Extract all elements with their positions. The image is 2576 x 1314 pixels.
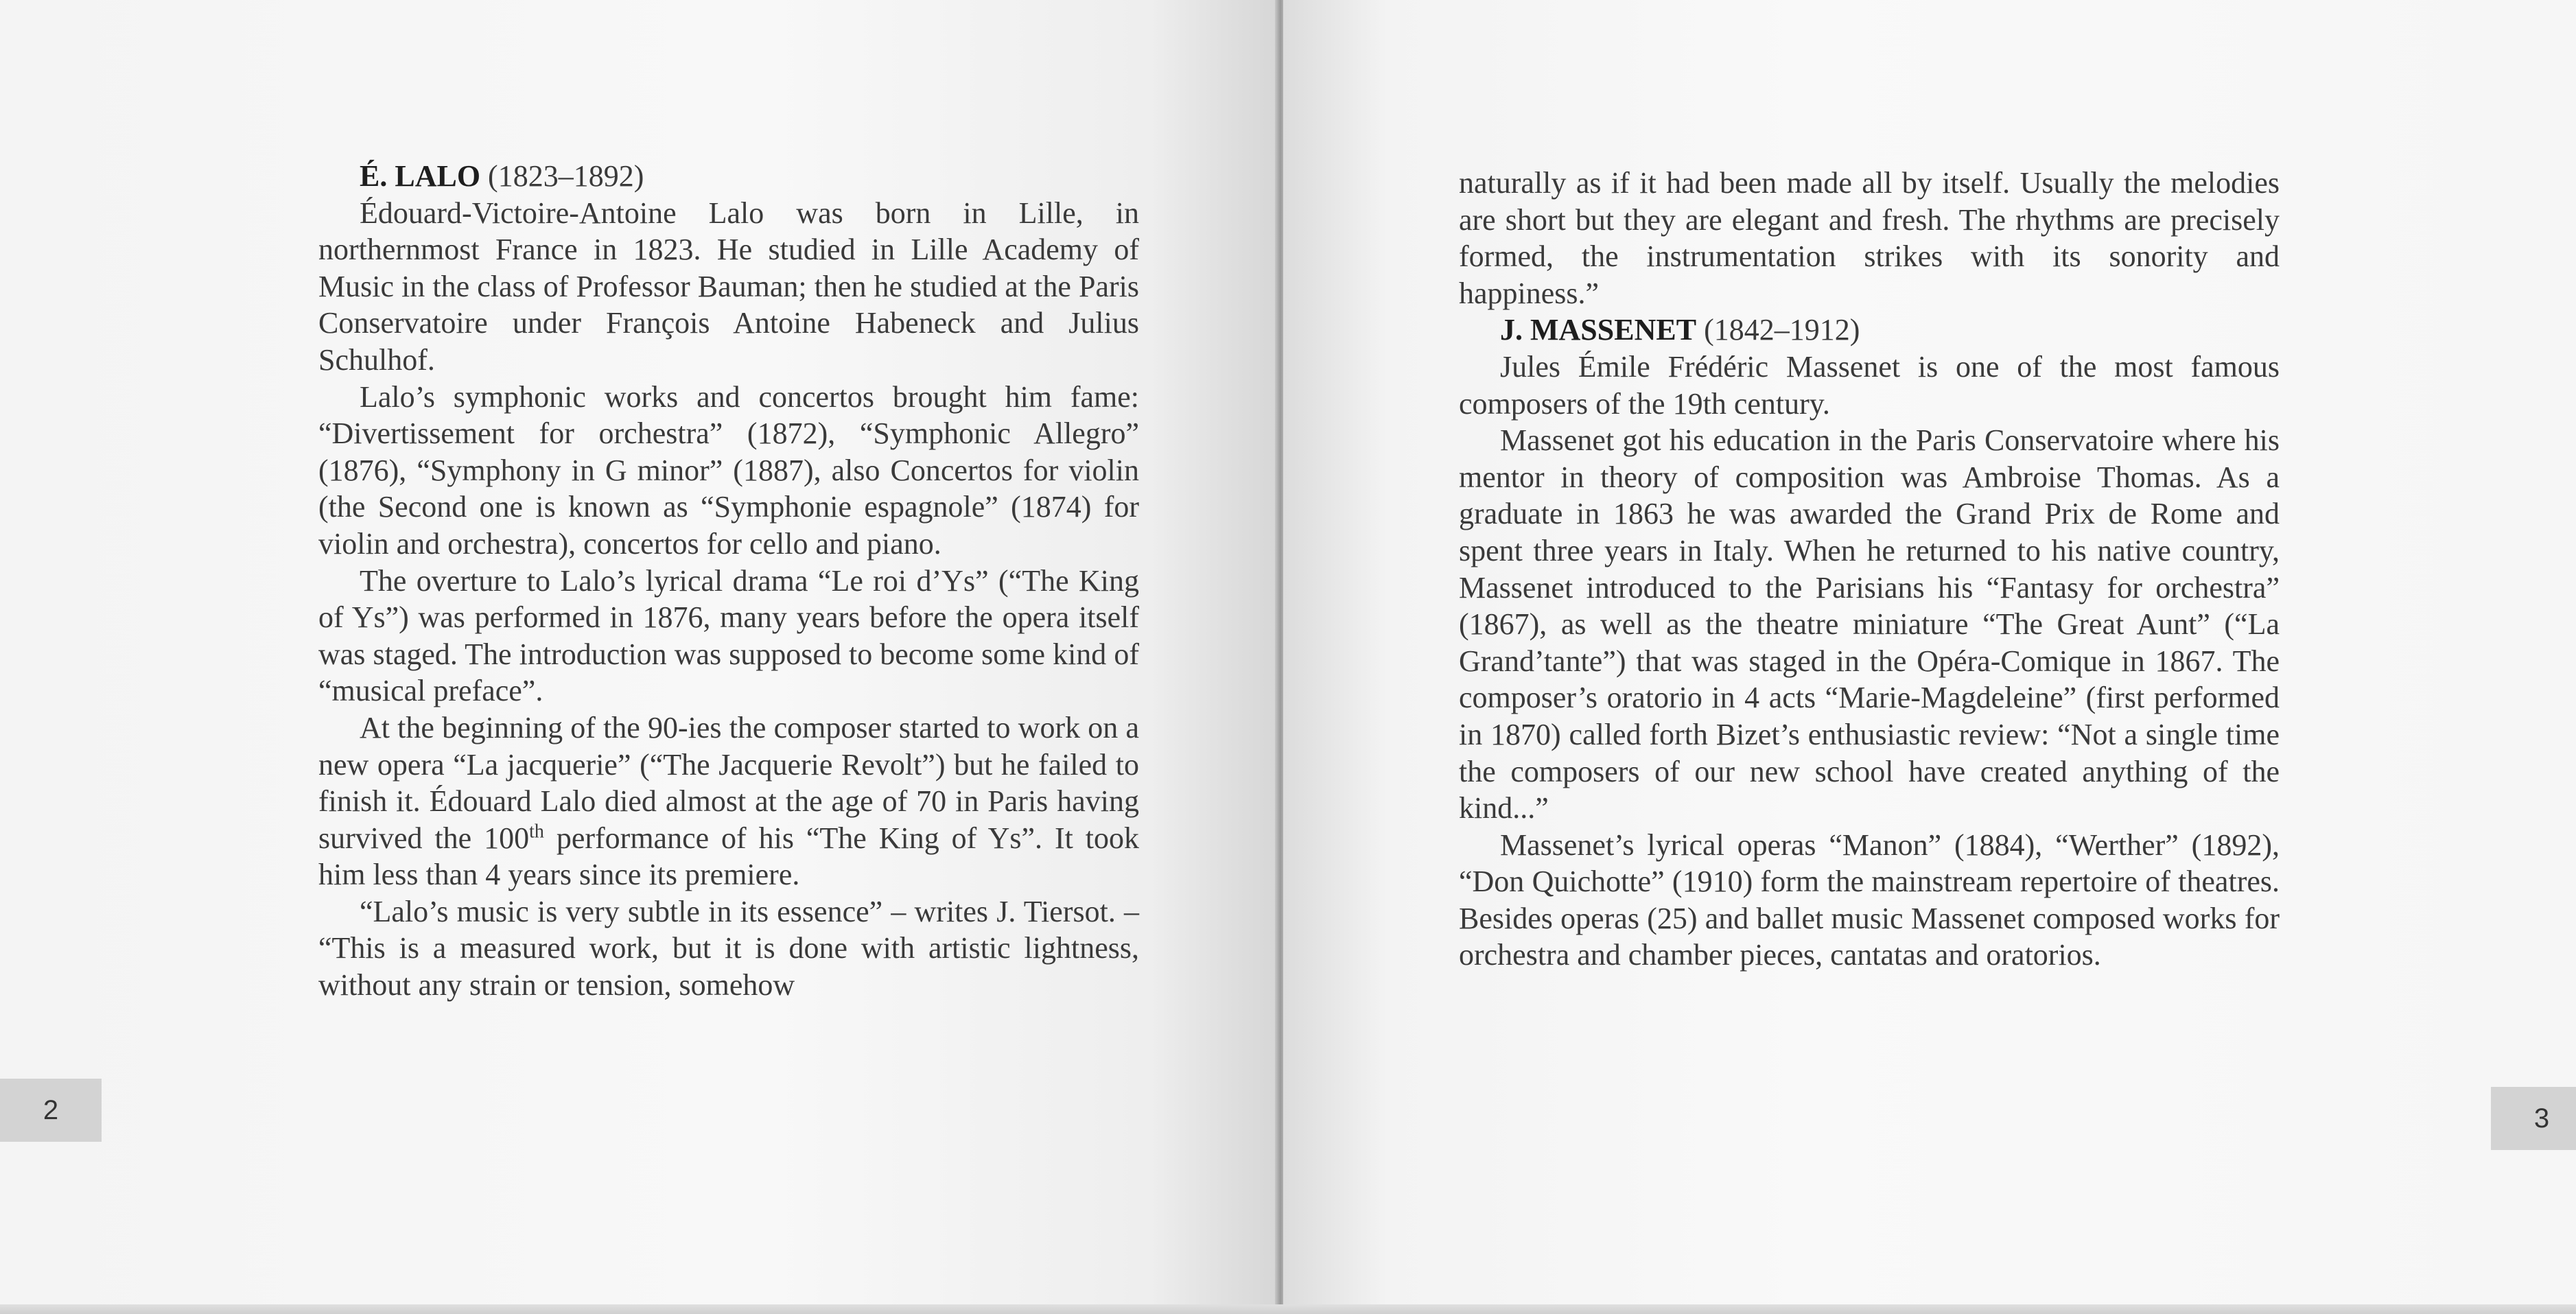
lalo-quote-continuation: naturally as if it had been made all by itself. Usually the melodies are short but they are elegant and fresh. The rhythms are precisely formed, the instrumentation strikes with its sonority and happiness.” [1459, 166, 2280, 310]
lalo-paragraph-5: “Lalo’s music is very subtle in its essence” – writes J. Tiersot. – “This is a measured work, but it is done with artistic lightness, without any strain or tension, somehow [318, 894, 1139, 1002]
page-number-left: 2 [0, 1079, 102, 1142]
page-number-right: 3 [2491, 1087, 2576, 1150]
lalo-paragraph-4-part-b: performance of his “The King of Ys”. It took him less than 4 years since its premiere. [318, 821, 1139, 892]
ordinal-suffix: th [529, 821, 544, 843]
lalo-paragraph-3: The overture to Lalo’s lyrical drama “Le roi d’Ys” (“The King of Ys”) was performed in 1876, many years before the opera itself was staged. The introduction was supposed to become some kind of “musical preface”. [318, 563, 1139, 708]
lalo-heading [318, 158, 1139, 195]
massenet-paragraph-3: Massenet’s lyrical operas “Manon” (1884), “Werther” (1892), “Don Quichotte” (1910) form the mainstream repertoire of theatres. Besides operas (25) and ballet music Massenet composed works for orchestra and chamber pieces, cantatas and oratorios. [1459, 828, 2280, 972]
right-page [1283, 0, 2576, 1314]
right-text-column [1459, 165, 2280, 974]
massenet-heading [1459, 312, 2280, 349]
left-text-column [318, 158, 1139, 1004]
massenet-paragraph-1: Jules Émile Frédéric Massenet is one of the most famous composers of the 19th century. [1459, 349, 2280, 421]
massenet-name: J. MASSENET [1500, 313, 1697, 347]
left-page [0, 0, 1278, 1314]
lalo-dates: (1823–1892) [480, 159, 644, 193]
lalo-paragraph-1: Édouard-Victoire-Antoine Lalo was born in Lille, in northernmost France in 1823. He studied in Lille Academy of Music in the class of Professor Bauman; then he studied at the Paris Conservatoire under François Antoine Habeneck and Julius Schulhof. [318, 196, 1139, 377]
lalo-name: É. LALO [360, 159, 481, 193]
lalo-paragraph-4 [318, 709, 1139, 893]
page-bottom-edge [0, 1304, 2576, 1314]
massenet-dates: (1842–1912) [1696, 313, 1860, 347]
lalo-paragraph-4-part-a: At the beginning of the 90-ies the composer started to work on a new opera “La jacquerie” (“The Jacquerie Revolt”) but he failed to finish it. Édouard Lalo died almost at the age of 70 in Paris having survived the 100 [318, 710, 1139, 855]
lalo-paragraph-2: Lalo’s symphonic works and concertos brought him fame: “Divertissement for orchestra” (1872), “Symphonic Allegro” (1876), “Symphony in G minor” (1887), also Concertos for violin (the Second one is known as “Symphonie espagnole” (1874) for violin and orchestra), concertos for cello and piano. [318, 379, 1139, 561]
massenet-paragraph-2: Massenet got his education in the Paris Conservatoire where his mentor in theory of composition was Ambroise Thomas. As a graduate in 1863 he was awarded the Grand Prix de Rome and spent three years in Italy. When he returned to his native country, Massenet introduced to the Parisians his “Fantasy for orchestra” (1867), as well as the theatre miniature “The Great Aunt” (“La Grand’tante”) that was staged in the Opéra-Comique in 1867. The composer’s oratorio in 4 acts “Marie-Magdeleine” (first performed in 1870) called forth Bizet’s enthusiastic review: “Not a single time the composers of our new school have created anything of the kind...” [1459, 423, 2280, 825]
